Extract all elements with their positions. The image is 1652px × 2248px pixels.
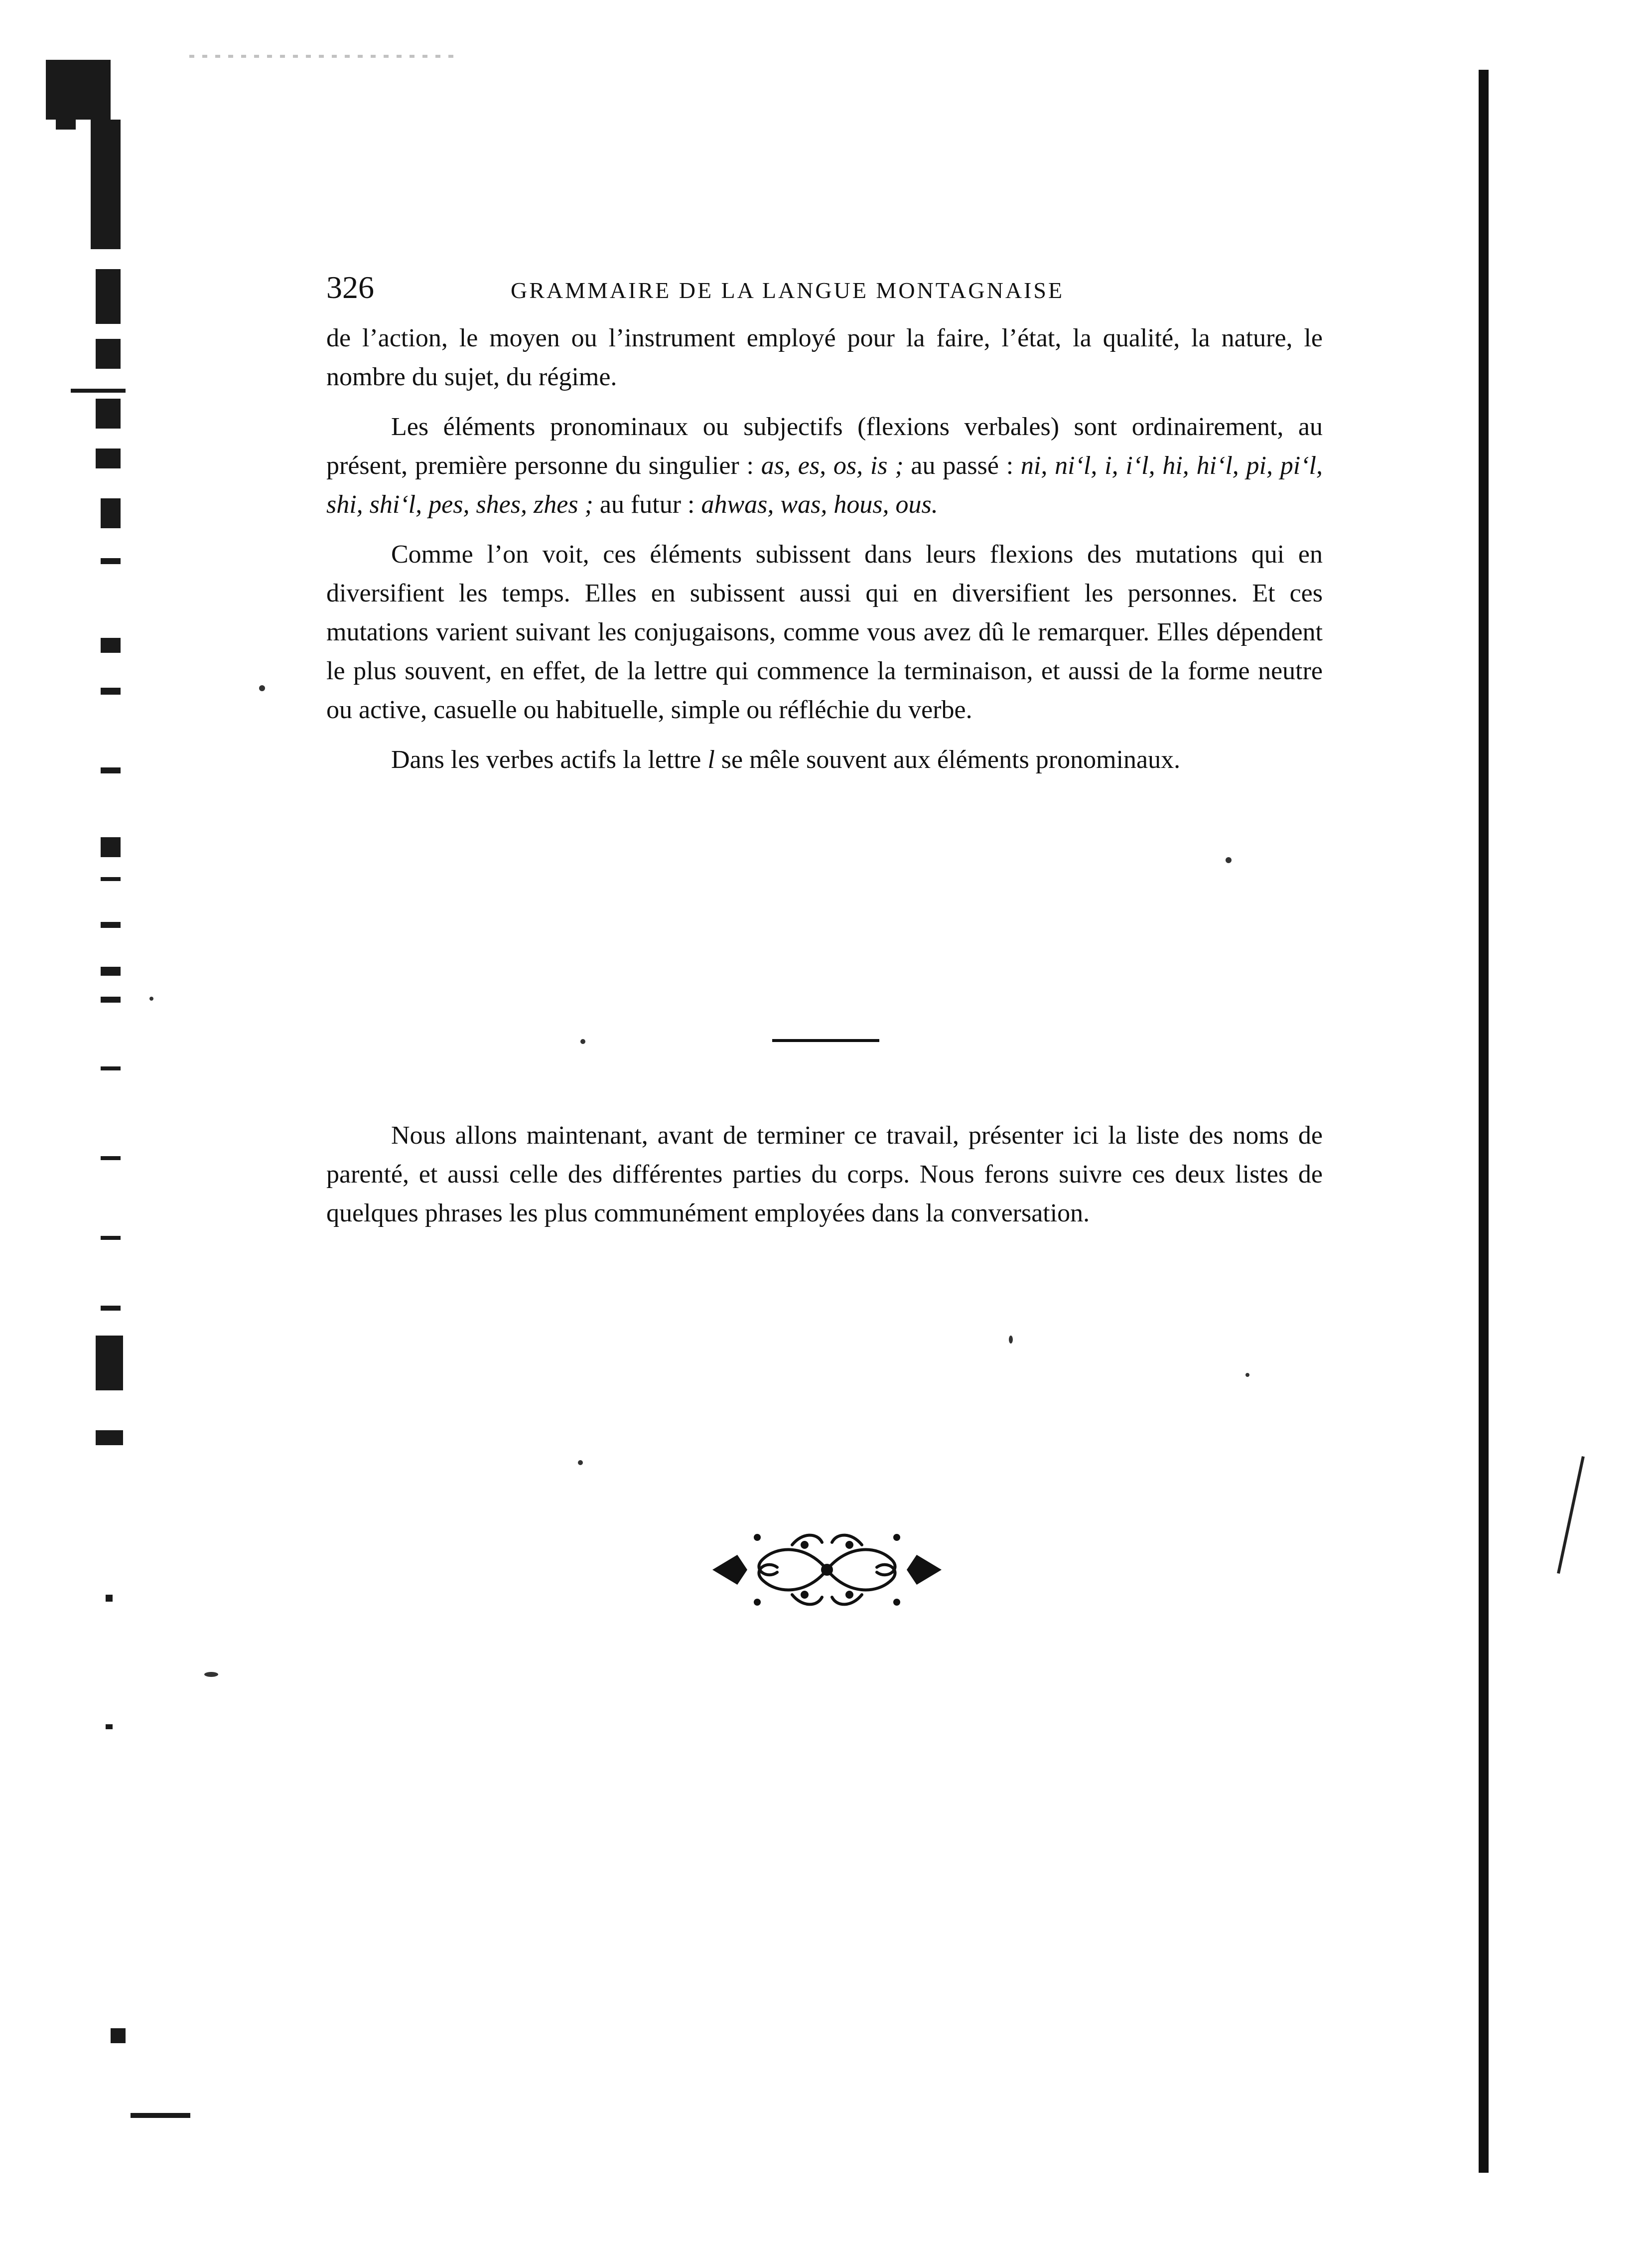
binding-edge-rule bbox=[1479, 70, 1489, 2173]
page-content bbox=[326, 259, 1323, 779]
ink-speck bbox=[149, 997, 153, 1001]
letter-l: l bbox=[707, 746, 715, 774]
closing-section bbox=[326, 1116, 1323, 1233]
page-header bbox=[326, 259, 1323, 319]
paragraph-closing: Nous allons maintenant, avant de terminer ce travail, présenter ici la liste des noms de parenté, et aussi celle des différentes parties du corps. Nous ferons suivre ces deux listes de quelques phrases les plus communément employées dans la conversation. bbox=[326, 1121, 1323, 1227]
paragraph-pronominal-elements bbox=[326, 408, 1323, 524]
floral-fleuron-icon bbox=[702, 1525, 952, 1615]
running-title: GRAMMAIRE DE LA LANGUE MONTAGNAISE bbox=[511, 278, 1065, 303]
section-separator-rule bbox=[772, 1039, 879, 1042]
past-label: au passé : bbox=[911, 451, 1014, 480]
past-forms: ni, ni‘l, i, i‘l, hi, hi‘l, pi, pi‘l, shi, shi‘l, pes, shes, zhes ; bbox=[326, 451, 1323, 519]
scan-edge-artefact bbox=[36, 60, 131, 2218]
ink-speck bbox=[580, 1039, 585, 1044]
ink-speck bbox=[578, 1460, 583, 1465]
paragraph-active-verbs bbox=[326, 741, 1323, 779]
ink-speck bbox=[204, 1672, 218, 1677]
stray-ink-stroke bbox=[1557, 1456, 1585, 1574]
ink-speck bbox=[1226, 857, 1232, 863]
paragraph-continued: de l’action, le moyen ou l’instrument employé pour la faire, l’état, la qualité, la nature, le nombre du sujet, du régime. bbox=[326, 324, 1323, 391]
present-forms: as, es, os, is ; bbox=[761, 451, 904, 480]
future-label: au futur : bbox=[599, 490, 695, 519]
paragraph-text-before: Dans les verbes actifs la lettre bbox=[391, 746, 701, 774]
paragraph-mutations: Comme l’on voit, ces éléments subissent dans leurs flexions des mutations qui en diversifient les temps. Elles en subissent aussi qui en diversifient les personnes. Et ces mutations varient suivant les conjugaisons, comme vous avez dû le remarquer. Elles dépendent le plus souvent, en effet, de la lettre qui commence la terminaison, et aussi de la forme neutre ou active, casuelle ou habituelle, simple ou réfléchie du verbe. bbox=[326, 540, 1323, 724]
page-number: 326 bbox=[326, 270, 374, 305]
top-scan-noise bbox=[189, 55, 458, 58]
paragraph-text-after: se mêle souvent aux éléments pronominaux. bbox=[721, 746, 1181, 774]
ink-speck bbox=[259, 685, 265, 691]
ink-speck bbox=[1009, 1336, 1013, 1344]
ink-speck bbox=[1245, 1373, 1249, 1377]
future-forms: ahwas, was, hous, ous. bbox=[701, 490, 938, 519]
paragraph-lead-text: Les éléments pronominaux ou subjectifs (flexions verbales) sont ordinairement, au présent, première personne du singulier : bbox=[326, 413, 1323, 480]
